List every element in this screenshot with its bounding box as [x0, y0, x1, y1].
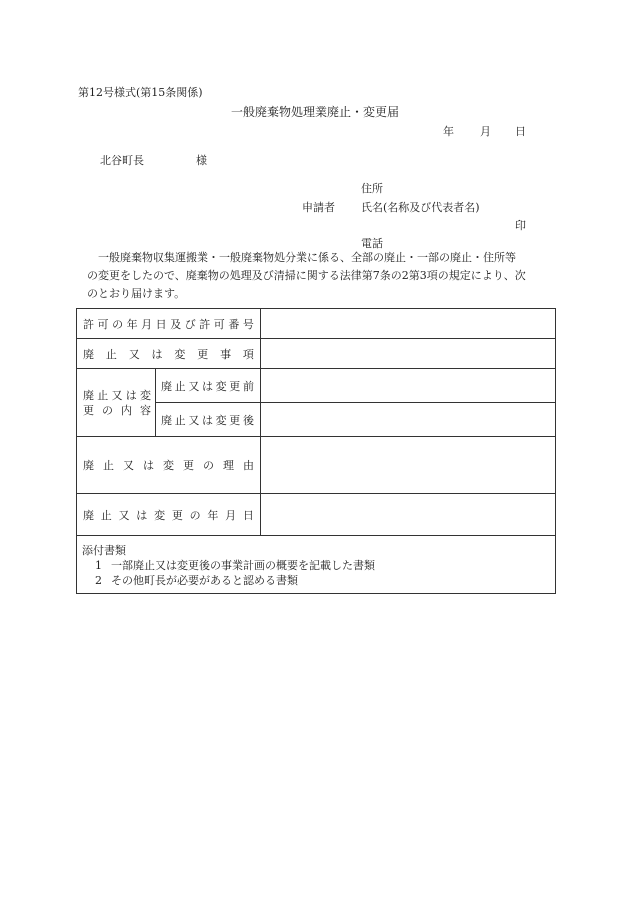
- applicant-label: 申請者: [302, 201, 335, 214]
- addressee-name: 北谷町長: [100, 154, 144, 167]
- permit-value-field[interactable]: [261, 309, 555, 338]
- before-value-field[interactable]: [261, 369, 555, 402]
- addressee-suffix: 様: [196, 154, 207, 167]
- attachment-text: 一部廃止又は変更後の事業計画の概要を記載した書類: [111, 559, 375, 572]
- attachments-section: [82, 543, 375, 588]
- table-rule: [77, 535, 555, 536]
- applicant-phone-label: 電話: [361, 237, 383, 250]
- document-title: 一般廃棄物処理業廃止・変更届: [231, 105, 400, 119]
- applicant-address-label: 住所: [361, 182, 383, 195]
- content-label: [83, 369, 151, 436]
- reason-value-field[interactable]: [261, 437, 555, 493]
- attachment-item: [82, 558, 375, 573]
- content-label-line-1: 廃 止 又 は 変: [83, 388, 151, 402]
- permit-label: 許 可 の 年 月 日 及 び 許 可 番 号: [83, 317, 254, 331]
- attachment-item: [82, 573, 375, 588]
- after-value-field[interactable]: [261, 403, 555, 436]
- before-label: 廃 止 又 は 変 更 前: [161, 379, 254, 393]
- body-line-3: のとおり届けます。: [87, 287, 186, 300]
- after-label: 廃 止 又 は 変 更 後: [161, 413, 254, 427]
- date-day-label: 日: [515, 125, 526, 138]
- date-month-label: 月: [480, 125, 491, 138]
- date-year-label: 年: [443, 125, 454, 138]
- attachments-heading: 添付書類: [82, 544, 126, 557]
- applicant-name-label: 氏名(名称及び代表者名): [361, 201, 480, 214]
- attachment-number: 2: [95, 574, 102, 587]
- attachment-number: 1: [95, 559, 102, 572]
- attachment-text: その他町長が必要があると認める書類: [111, 574, 298, 587]
- form-number: 第12号様式(第15条関係): [78, 86, 203, 99]
- content-label-line-2: 更 の 内 容: [83, 403, 151, 417]
- table-rule: [155, 368, 156, 436]
- seal-mark: 印: [515, 219, 526, 232]
- body-line-1: 一般廃棄物収集運搬業・一般廃棄物処分業に係る、全部の廃止・一部の廃止・住所等: [98, 251, 516, 264]
- date-label: 廃 止 又 は 変 更 の 年 月 日: [83, 508, 254, 522]
- reason-label: 廃 止 又 は 変 更 の 理 由: [83, 459, 254, 472]
- notification-body: [87, 249, 557, 303]
- matter-label: 廃 止 又 は 変 更 事 項: [83, 347, 254, 361]
- body-line-2: の変更をしたので、廃棄物の処理及び清掃に関する法律第7条の2第3項の規定により、次: [87, 269, 526, 282]
- date-value-field[interactable]: [261, 494, 555, 535]
- matter-value-field[interactable]: [261, 339, 555, 368]
